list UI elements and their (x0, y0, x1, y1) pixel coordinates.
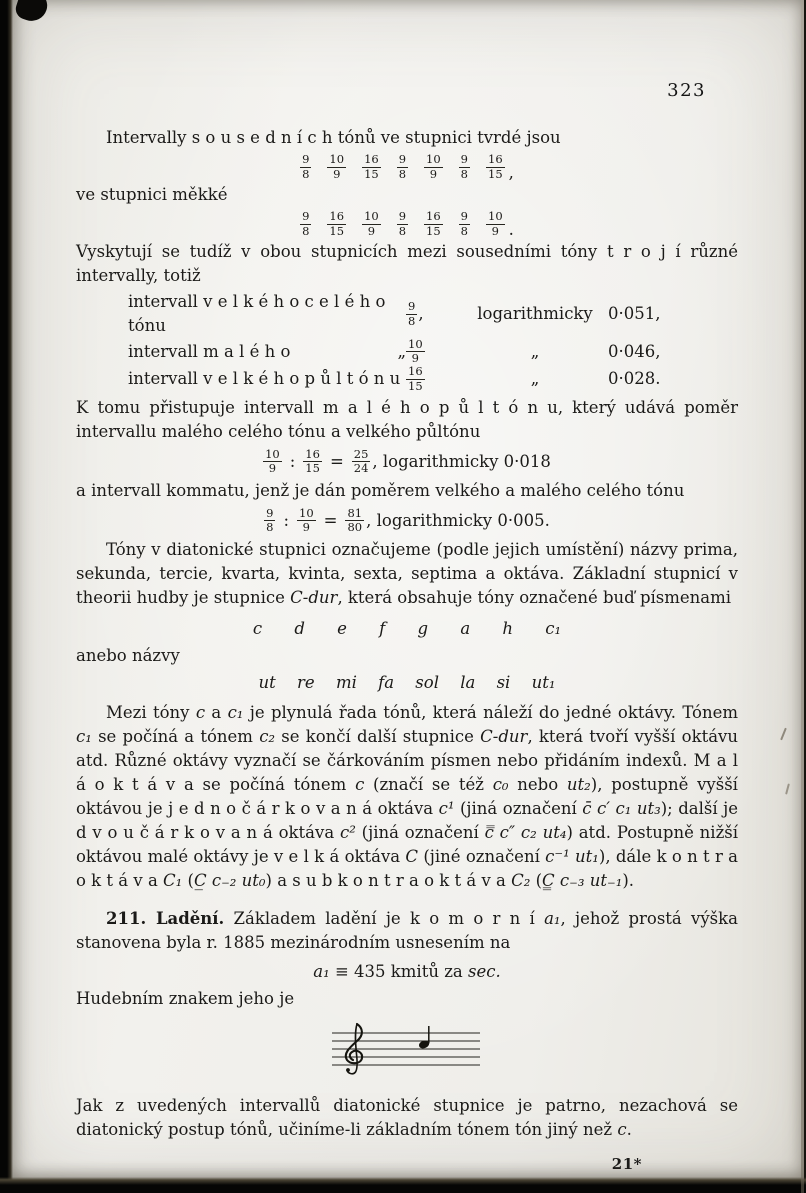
ditto-mark: „ (397, 341, 406, 361)
fraction: $\frac{16}{15}$ (488, 152, 503, 181)
page-content (76, 126, 738, 1176)
equation-tail: , logarithmicky 0·018 (372, 451, 551, 471)
fraction: $\frac{81}{80}$ (347, 506, 363, 535)
log-value: 0·046, (608, 341, 661, 361)
paragraph-tone-names: Tóny v diatonické stupnici označujeme (podle jejich umístění) názvy prima, sekunda, tercie, kvarta, kvinta, sexta, septima a oktáva. Základní stupnicí v theorii hudby je stupnice C-dur, která obsahuje tóny označené buď písmenami (76, 539, 738, 607)
interval-fraction-cell (406, 365, 462, 392)
interval-name (128, 340, 406, 364)
log-value: 0·028. (608, 369, 661, 389)
interval-name (128, 290, 406, 338)
fraction: $\frac{9}{8}$ (460, 209, 468, 238)
interval-row (128, 338, 738, 365)
page-number: 323 (667, 80, 706, 101)
log-label: „ (530, 369, 540, 389)
fraction: $\frac{9}{8}$ (398, 152, 407, 181)
log-label: logarithmicky (477, 304, 593, 323)
fraction: $\frac{16}{15}$ (305, 447, 320, 476)
fraction: $\frac{10}{9}$ (299, 506, 314, 535)
paragraph-comma: a intervall kommatu, jenž je dán poměrem velkého a malého celého tónu (76, 480, 685, 500)
fraction: $\frac{10}{9}$ (364, 209, 379, 238)
punctuation: , (508, 162, 514, 182)
hard-scale-fractions (76, 153, 738, 181)
punctuation: . (508, 219, 514, 239)
quarter-note-icon (418, 1026, 430, 1050)
fraction: $\frac{9}{8}$ (398, 209, 407, 238)
scan-edge-right (801, 0, 804, 1193)
fraction: $\frac{16}{15}$ (426, 209, 441, 238)
operator-colon: : (283, 510, 290, 530)
fraction: $\frac{9}{8}$ (302, 152, 310, 181)
fraction: $\frac{25}{24}$ (353, 447, 369, 476)
anebo-label: anebo názvy (76, 645, 180, 665)
signature-mark: 21* (611, 1154, 642, 1173)
interval-name-text: intervall v e l k é h o c e l é h o tónu (128, 292, 386, 335)
equation-small-semitone (76, 448, 738, 476)
interval-fraction-cell (406, 300, 462, 327)
tuning-equation: a₁ ≡ 435 kmitů za sec. (313, 961, 501, 981)
music-sign-label: Hudebním znakem jeho je (76, 988, 295, 1008)
punctuation: , (418, 304, 424, 323)
paragraph-intervals-intro: Intervally s o u s e d n í c h tónů ve stupnici tvrdé jsou (106, 128, 561, 147)
interval-name-text: intervall m a l é h o (128, 341, 291, 361)
interval-row (128, 365, 738, 392)
interval-name (128, 367, 406, 391)
equation-comma (76, 507, 738, 535)
equation-tail: , logarithmicky 0·005. (366, 510, 550, 530)
operator-equals: = (329, 451, 344, 471)
soft-scale-label: ve stupnici měkké (76, 185, 228, 204)
fraction: $\frac{9}{8}$ (266, 506, 274, 535)
fraction: $\frac{10}{9}$ (488, 209, 503, 238)
paragraph-small-semitone: K tomu přistupuje intervall m a l é h o p ů l t ó n u, který udává poměr intervallu malého celého tónu a velkého půltónu (76, 397, 738, 441)
staff-lines (332, 1033, 480, 1065)
fraction: $\frac{9}{8}$ (408, 299, 416, 328)
paragraph-three-intervals: Vyskytují se tudíž v obou stupnicích mezi sousedními tóny t r o j í různé intervally, totiž (76, 242, 738, 285)
scan-edge-bottom (0, 1177, 806, 1193)
interval-row (128, 290, 738, 338)
paragraph-tuning-section: 211. Ladění. Základem ladění je k o m o r n í a₁, jehož prostá výška stanovena byla r. 1885 mezinárodním usnesením na (76, 908, 738, 952)
interval-table (128, 290, 738, 393)
scan-edge-left (0, 0, 13, 1193)
soft-scale-fractions (76, 210, 738, 238)
music-staff-figure (328, 1019, 484, 1086)
fraction: $\frac{10}{9}$ (426, 152, 441, 181)
fraction: $\frac{9}{8}$ (460, 152, 468, 181)
log-label: „ (530, 341, 540, 361)
fraction: $\frac{10}{9}$ (329, 152, 345, 181)
log-value: 0·051, (608, 304, 661, 323)
note-letter-row: c d e f g a h c₁ (252, 618, 562, 638)
fraction: $\frac{9}{8}$ (302, 209, 310, 238)
fraction: $\frac{16}{15}$ (329, 209, 345, 238)
fraction: $\frac{10}{9}$ (265, 447, 280, 476)
paragraph-octaves: Mezi tóny c a c₁ je plynulá řada tónů, která náleží do jedné oktávy. Tónem c₁ se počíná a tónem c₂ se končí další stupnice C-dur, která tvoří vyšší oktávu atd. Různé oktávy vyznačí se čárkováním písmen nebo přidáním indexů. M a l á o k t á v a se počíná tónem c (značí se též c₀ nebo ut₂), postupně vyšší oktávou je j e d n o č á r k o v a n á oktáva c¹ (jiná označení c̄ c′ c₁ ut₃); další je d v o u č á r k o v a n á oktáva c² (jiná označení c̿ c″ c₂ ut₄) atd. Postupně nižší oktávou malé oktávy je v e l k á oktáva C (jiné označení c⁻¹ ut₁), dále k o n t r a o k t á v a C₁ (C̲ c₋₂ ut₀) a s u b k o n t r a o k t á v a C₂ (C̳ c₋₃ ut₋₁). (76, 702, 739, 890)
fraction: $\frac{10}{9}$ (408, 337, 423, 366)
operator-equals: = (323, 510, 338, 530)
interval-fraction-cell (406, 338, 462, 365)
music-staff (328, 1019, 484, 1079)
interval-name-text: intervall v e l k é h o p ů l t ó n u (128, 369, 401, 389)
fraction: $\frac{16}{15}$ (408, 364, 423, 393)
book-page (10, 0, 804, 1180)
paragraph-final: Jak z uvedených intervallů diatonické stupnice je patrno, nezachová se diatonický postup tónů, učiníme-li základním tónem tón jiný než c. (76, 1095, 738, 1139)
operator-colon: : (289, 451, 296, 471)
solmization-row: ut re mi fa sol la si ut₁ (258, 672, 556, 692)
fraction: $\frac{16}{15}$ (364, 152, 379, 181)
